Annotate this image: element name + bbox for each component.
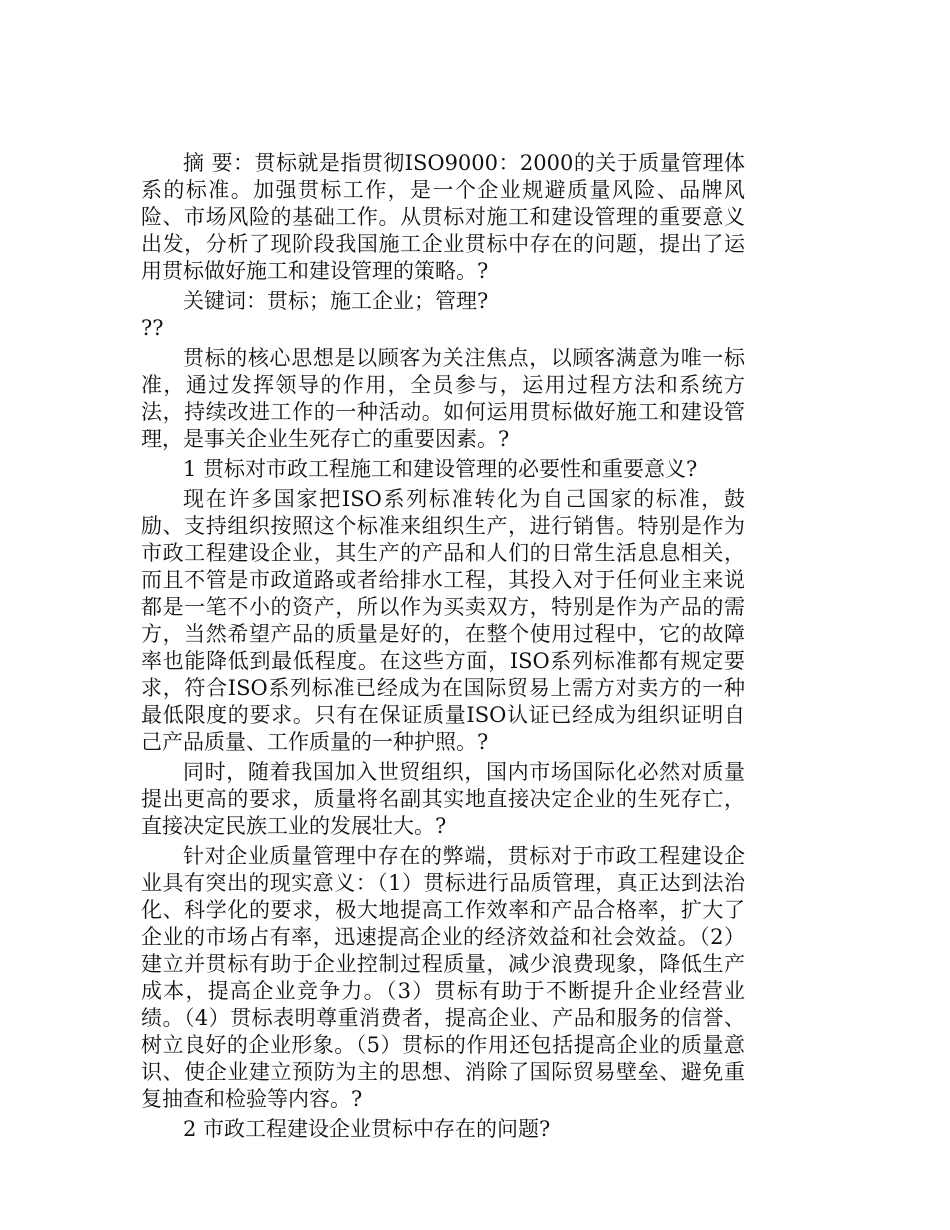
intro-paragraph: 贯标的核心思想是以顾客为关注焦点，以顾客满意为唯一标准，通过发挥领导的作用，全员参与，运用过程方法和系统方法，持续改进工作的一种活动。如何运用贯标做好施工和建设管理，是事关企业生死存亡的重要因素。? <box>141 346 745 451</box>
keywords-paragraph: 关键词：贯标；施工企业；管理? <box>183 289 489 313</box>
body-paragraph: 同时，随着我国加入世贸组织，国内市场国际化必然对质量提出更高的要求，质量将名副其实地直接决定企业的生死存亡，直接决定民族工业的发展壮大。? <box>141 760 745 838</box>
document-body <box>141 150 745 1143</box>
section-heading-1: 1 贯标对市政工程施工和建设管理的必要性和重要意义? <box>183 457 698 481</box>
body-paragraph: 现在许多国家把ISO系列标准转化为自己国家的标准，鼓励、支持组织按照这个标准来组织生产，进行销售。特别是作为市政工程建设企业，其生产的产品和人们的日常生活息息相关，而且不管是市政道路或者给排水工程，其投入对于任何业主来说都是一笔不小的资产，所以作为买卖双方，特别是作为产品的需方，当然希望产品的质量是好的，在整个使用过程中，它的故障率也能降低到最低程度。在这些方面，ISO系列标准都有规定要求，符合ISO系列标准已经成为在国际贸易上需方对卖方的一种最低限度的要求。只有在保证质量ISO认证已经成为组织证明自己产品质量、工作质量的一种护照。? <box>141 487 745 754</box>
placeholder-line: ?? <box>141 316 164 340</box>
abstract-paragraph: 摘 要：贯标就是指贯彻ISO9000：2000的关于质量管理体系的标准。加强贯标工作，是一个企业规避质量风险、品牌风险、市场风险的基础工作。从贯标对施工和建设管理的重要意义出发，分析了现阶段我国施工企业贯标中存在的问题，提出了运用贯标做好施工和建设管理的策略。? <box>141 151 745 283</box>
section-heading-2: 2 市政工程建设企业贯标中存在的问题? <box>183 1117 551 1141</box>
body-paragraph: 针对企业质量管理中存在的弊端，贯标对于市政工程建设企业具有突出的现实意义：（1）贯标进行品质管理，真正达到法治化、科学化的要求，极大地提高工作效率和产品合格率，扩大了企业的市场占有率，迅速提高企业的经济效益和社会效益。（2）建立并贯标有助于企业控制过程质量，减少浪费现象，降低生产成本，提高企业竞争力。（3）贯标有助于不断提升企业经营业绩。（4）贯标表明尊重消费者，提高企业、产品和服务的信誉、树立良好的企业形象。（5）贯标的作用还包括提高企业的质量意识、使企业建立预防为主的思想、消除了国际贸易壁垒、避免重复抽查和检验等内容。? <box>141 844 745 1111</box>
